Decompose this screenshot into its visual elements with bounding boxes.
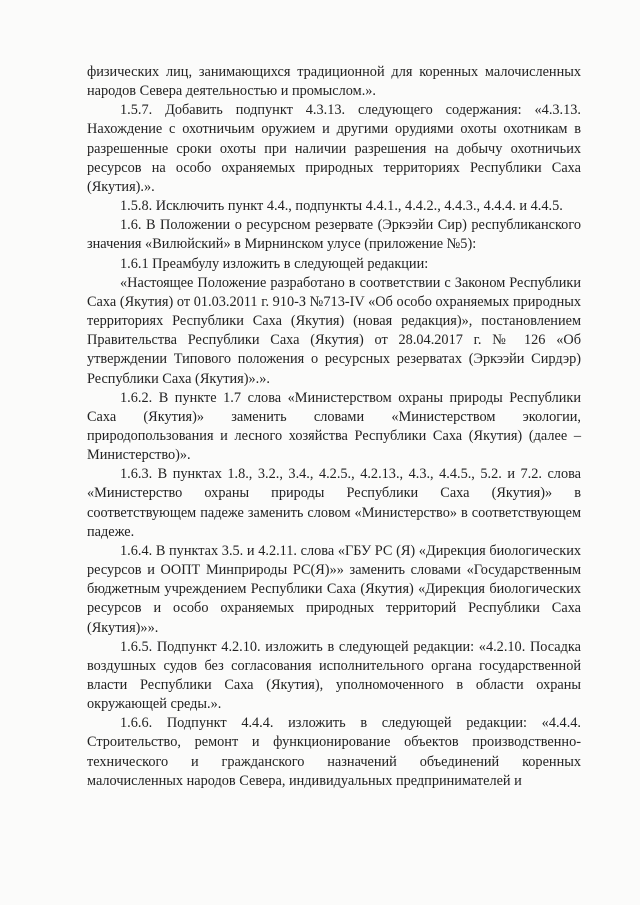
- paragraph-1-5-7: 1.5.7. Добавить подпункт 4.3.13. следующего содержания: «4.3.13. Нахождение с охотничьим оружием и другими орудиями охоты охотникам в разрешенные сроки охоты при наличии разрешения на добычу охотничьих ресурсов на особо охраняемых природных территориях Республики Саха (Якутия).».: [87, 102, 581, 195]
- paragraph-1-6-4: 1.6.4. В пунктах 3.5. и 4.2.11. слова «ГБУ РС (Я) «Дирекция биологических ресурсов и ООПТ Минприроды РС(Я)»» заменить словами «Государственным бюджетным учреждением Республики Саха (Якутия) «Дирекция биологических ресурсов и особо охраняемых природных территорий Республики Саха (Якутия)»».: [87, 542, 581, 636]
- paragraph-1-6-5: 1.6.5. Подпункт 4.2.10. изложить в следующей редакции: «4.2.10. Посадка воздушных судов без согласования исполнительного органа государственной власти Республики Саха (Якутия), уполномоченного в области охраны окружающей среды.».: [87, 638, 581, 713]
- paragraph-1-6-1: 1.6.1 Преамбулу изложить в следующей редакции:: [120, 255, 429, 272]
- paragraph-1-6: 1.6. В Положении о ресурсном резервате (Эркээйи Сир) республиканского значения «Вилюйский» в Мирнинском улусе (приложение №5):: [87, 217, 581, 253]
- paragraph-1-6-6: 1.6.6. Подпункт 4.4.4. изложить в следующей редакции: «4.4.4. Строительство, ремонт и функционирование объектов производственно-технического и гражданского назначений объединений коренных малочисленных народов Севера, индивидуальных предпринимателей и: [87, 715, 581, 789]
- paragraph-1-6-2: 1.6.2. В пункте 1.7 слова «Министерством охраны природы Республики Саха (Якутия)» заменить словами «Министерством экологии, природопользования и лесного хозяйства Республики Саха (Якутия) (далее – Министерство)».: [87, 389, 581, 464]
- paragraph-1-6-3: 1.6.3. В пунктах 1.8., 3.2., 3.4., 4.2.5., 4.2.13., 4.3., 4.4.5., 5.2. и 7.2. слова «Министерство охраны природы Республики Саха (Якутия)» в соответствующем падеже заменить словом «Министерство» в соответствующем падеже.: [87, 466, 581, 540]
- paragraph-1-5-8: 1.5.8. Исключить пункт 4.4., подпункты 4.4.1., 4.4.2., 4.4.3., 4.4.4. и 4.4.5.: [120, 198, 563, 215]
- paragraph-preamble-quote: «Настоящее Положение разработано в соответствии с Законом Республики Саха (Якутия) от 01.03.2011 г. 910-З №713-IV «Об особо охраняемых природных территориях Республики Саха (Якутия) (новая редакция)», постановлением Правительства Республики Саха (Якутия) от 28.04.2017 г. № 126 «Об утверждении Типового положения о ресурсных резерватах (Эркээйи Сирдэр) Республики Саха (Якутия)».».: [87, 274, 581, 387]
- paragraph-continuation: физических лиц, занимающихся традиционной для коренных малочисленных народов Севера деятельностью и промыслом.».: [87, 64, 581, 100]
- document-body: [87, 63, 581, 791]
